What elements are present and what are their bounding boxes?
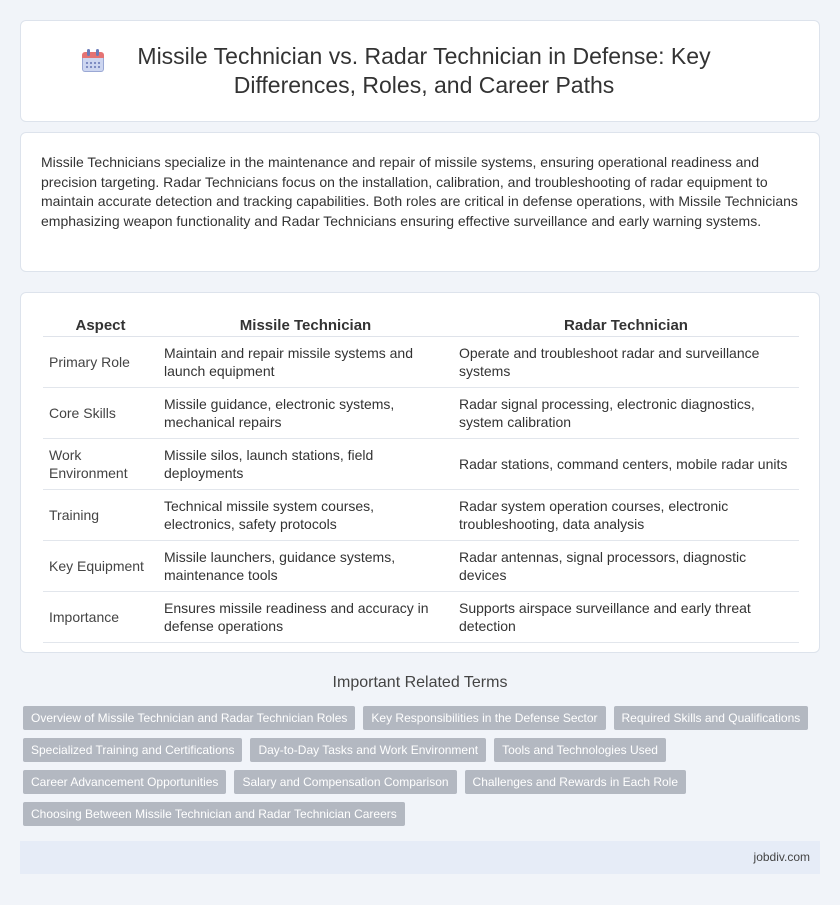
header-aspect: Aspect xyxy=(43,311,158,337)
footer xyxy=(20,841,820,874)
related-term-tag[interactable]: Required Skills and Qualifications xyxy=(614,706,809,730)
related-term-tag[interactable]: Specialized Training and Certifications xyxy=(23,738,242,762)
row-missile-value: Maintain and repair missile systems and launch equipment xyxy=(158,337,453,388)
related-terms-heading: Important Related Terms xyxy=(332,674,508,691)
comparison-card xyxy=(20,292,820,653)
related-terms-list xyxy=(23,706,823,826)
related-term-tag[interactable]: Day-to-Day Tasks and Work Environment xyxy=(250,738,486,762)
title-wrap xyxy=(80,42,760,100)
page-title: Missile Technician vs. Radar Technician in Defense: Key Differences, Roles, and Career Paths xyxy=(137,43,711,98)
table-row xyxy=(43,337,799,388)
footer-site-link[interactable]: jobdiv.com xyxy=(753,850,810,864)
row-aspect: Core Skills xyxy=(43,388,158,439)
row-radar-value: Radar signal processing, electronic diagnostics, system calibration xyxy=(453,388,799,439)
row-radar-value: Radar antennas, signal processors, diagnostic devices xyxy=(453,541,799,592)
row-radar-value: Radar stations, command centers, mobile radar units xyxy=(453,439,799,490)
header-radar-technician: Radar Technician xyxy=(453,311,799,337)
table-row xyxy=(43,388,799,439)
related-term-tag[interactable]: Challenges and Rewards in Each Role xyxy=(465,770,686,794)
row-missile-value: Ensures missile readiness and accuracy in defense operations xyxy=(158,592,453,643)
intro-text: Missile Technicians specialize in the maintenance and repair of missile systems, ensuring operational readiness and precision targeting. Radar Technicians focus on the installation, calibration, and troubleshooting of radar equipment to maintain accurate detection and tracking capabilities. Both roles are critical in defense operations, with Missile Technicians emphasizing weapon functionality and Radar Technicians ensuring effective surveillance and early warning systems. xyxy=(41,154,798,229)
row-radar-value: Radar system operation courses, electronic troubleshooting, data analysis xyxy=(453,490,799,541)
title-card xyxy=(20,20,820,122)
related-term-tag[interactable]: Tools and Technologies Used xyxy=(494,738,666,762)
row-missile-value: Missile guidance, electronic systems, mechanical repairs xyxy=(158,388,453,439)
calendar-icon xyxy=(80,48,106,74)
row-missile-value: Technical missile system courses, electronics, safety protocols xyxy=(158,490,453,541)
row-aspect: Importance xyxy=(43,592,158,643)
row-aspect: Primary Role xyxy=(43,337,158,388)
header-missile-technician: Missile Technician xyxy=(158,311,453,337)
row-radar-value: Operate and troubleshoot radar and surveillance systems xyxy=(453,337,799,388)
row-missile-value: Missile silos, launch stations, field deployments xyxy=(158,439,453,490)
table-row xyxy=(43,541,799,592)
table-row xyxy=(43,439,799,490)
related-term-tag[interactable]: Overview of Missile Technician and Radar Technician Roles xyxy=(23,706,355,730)
related-term-tag[interactable]: Key Responsibilities in the Defense Sector xyxy=(363,706,605,730)
table-row xyxy=(43,592,799,643)
intro-card xyxy=(20,132,820,272)
row-aspect: Work Environment xyxy=(43,439,158,490)
related-term-tag[interactable]: Career Advancement Opportunities xyxy=(23,770,226,794)
related-term-tag[interactable]: Salary and Compensation Comparison xyxy=(234,770,456,794)
related-term-tag[interactable]: Choosing Between Missile Technician and Radar Technician Careers xyxy=(23,802,405,826)
row-aspect: Training xyxy=(43,490,158,541)
table-row xyxy=(43,490,799,541)
row-radar-value: Supports airspace surveillance and early threat detection xyxy=(453,592,799,643)
row-aspect: Key Equipment xyxy=(43,541,158,592)
table-header-row xyxy=(43,311,799,337)
comparison-table xyxy=(43,311,799,643)
row-missile-value: Missile launchers, guidance systems, maintenance tools xyxy=(158,541,453,592)
